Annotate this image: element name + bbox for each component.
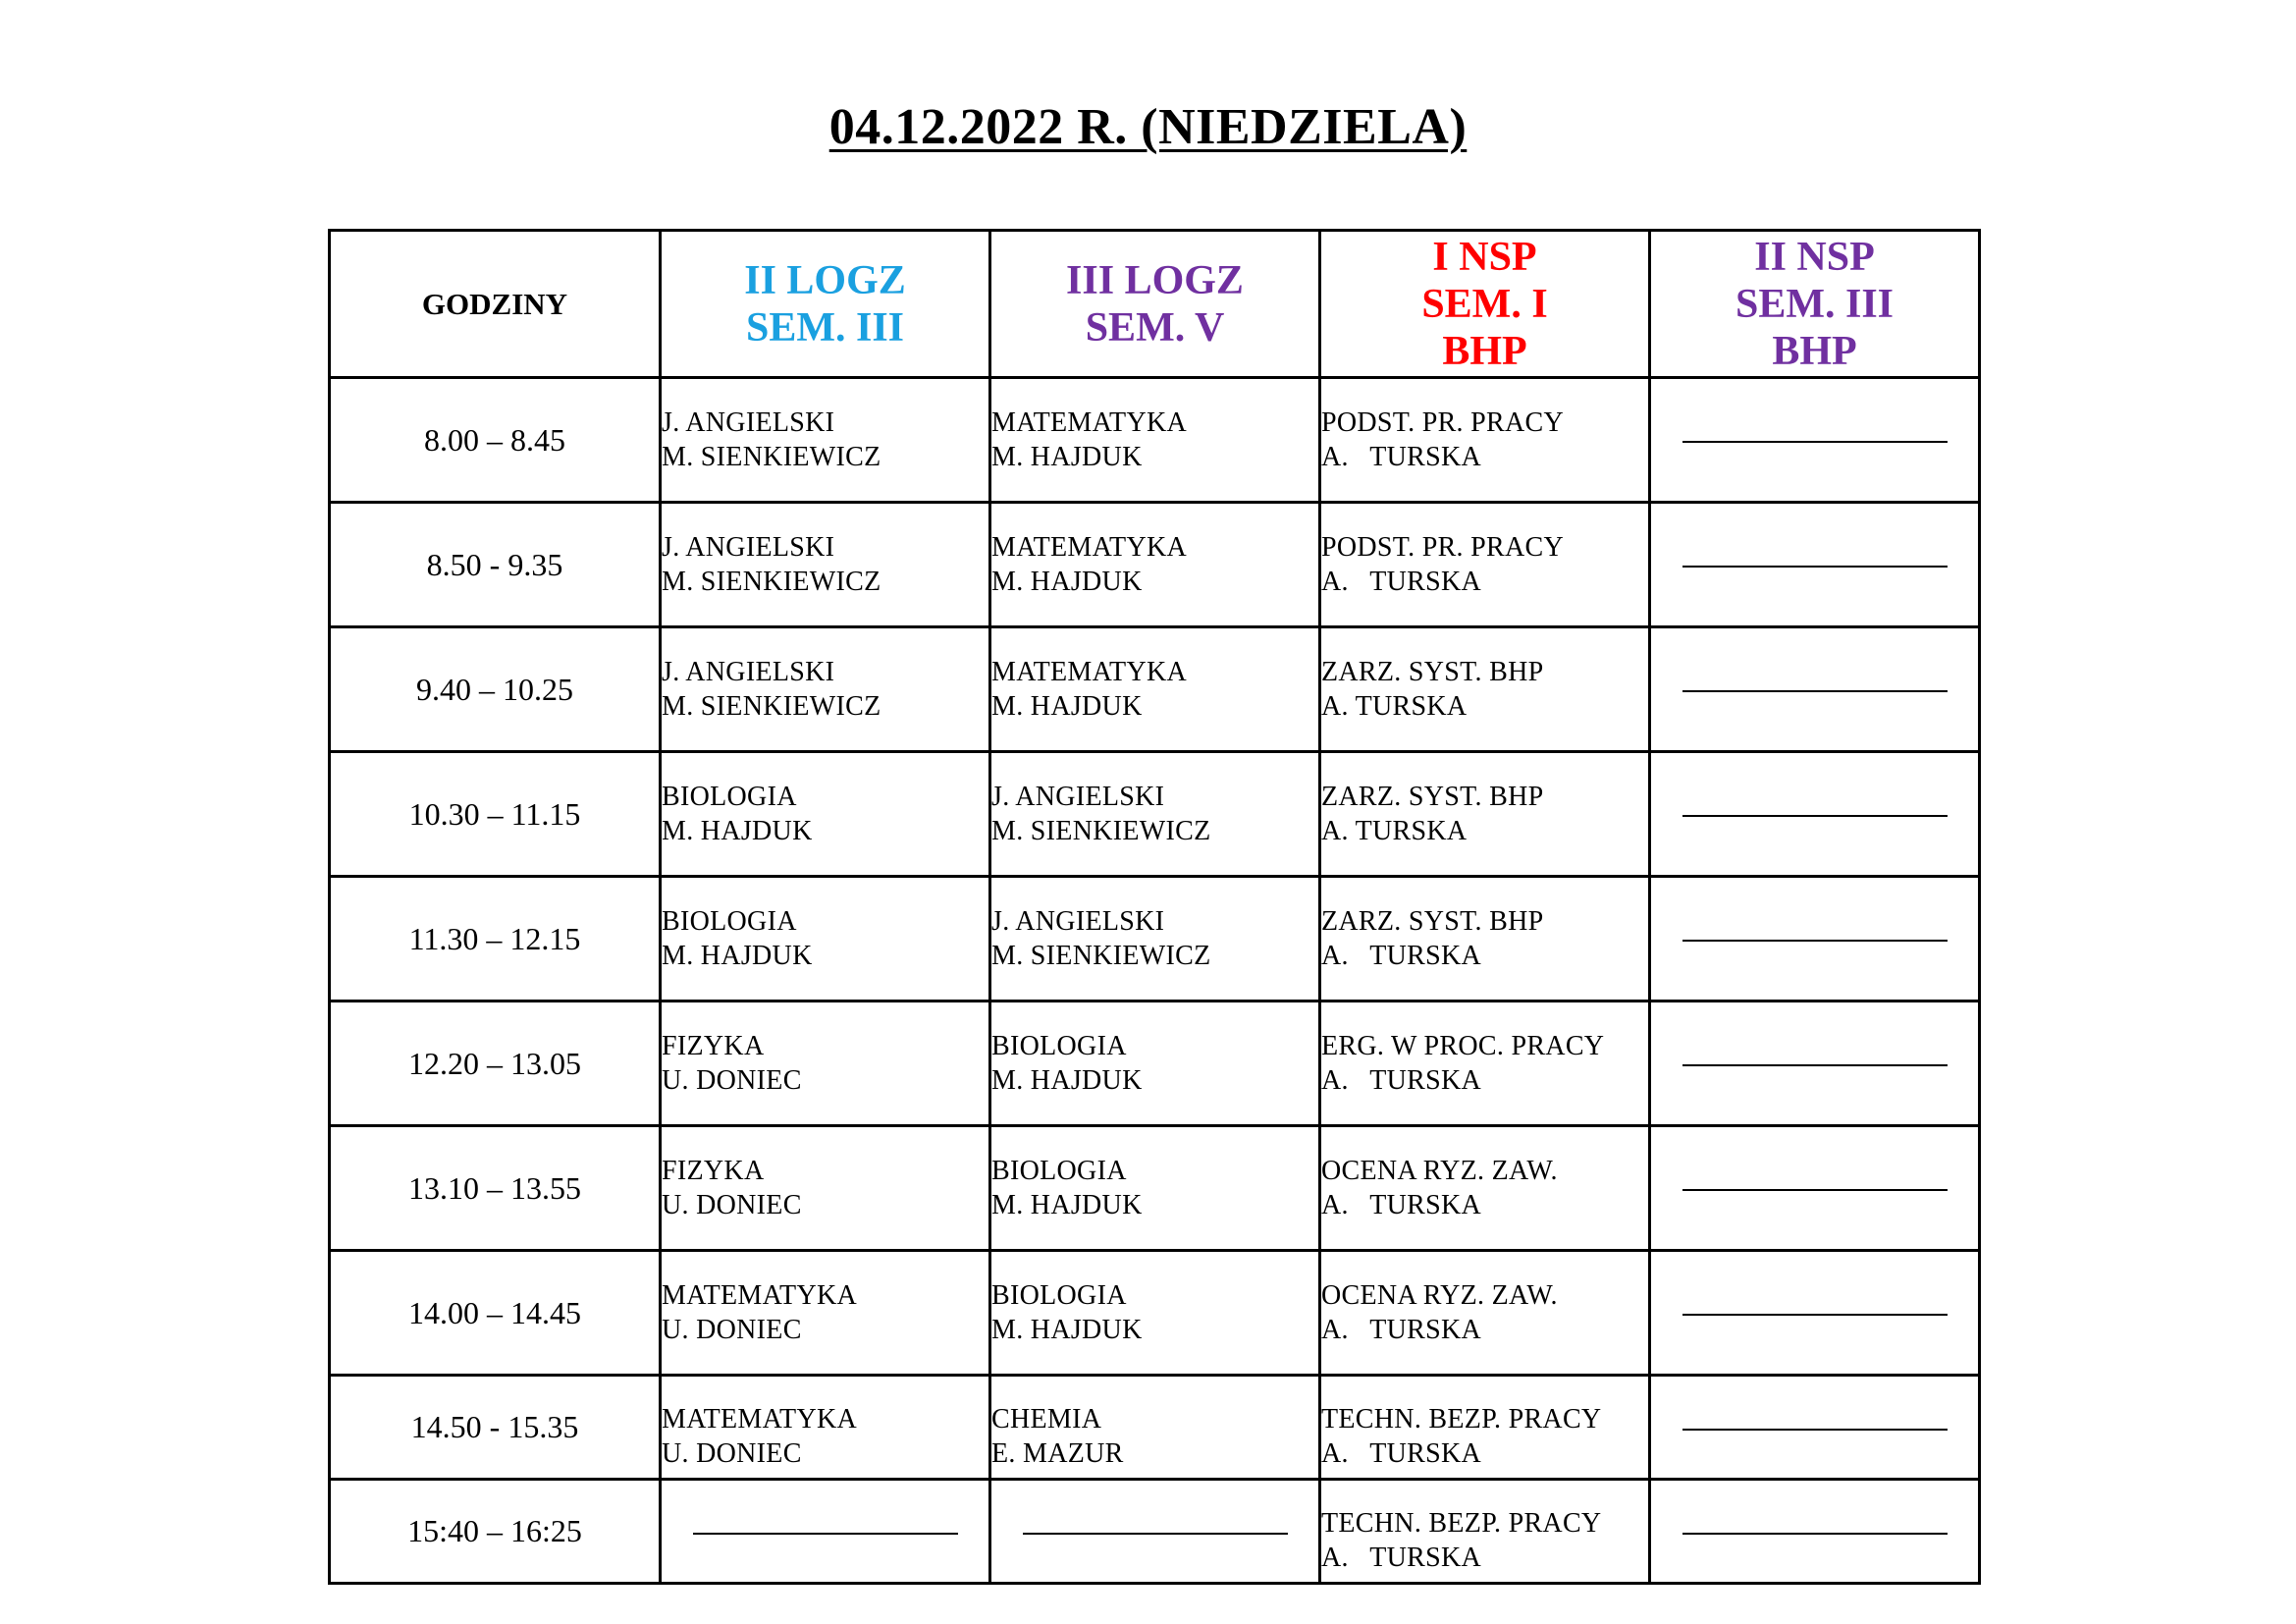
lesson-subject: MATEMATYKA bbox=[991, 657, 1187, 687]
lesson-cell bbox=[661, 877, 990, 1001]
lesson-subject: MATEMATYKA bbox=[662, 1280, 857, 1311]
lesson-subject: ZARZ. SYST. BHP bbox=[1321, 657, 1544, 687]
lesson-teacher: M. HAJDUK bbox=[991, 1065, 1143, 1096]
time-slot: 10.30 – 11.15 bbox=[330, 752, 661, 877]
header-group-semester: SEM. III bbox=[1735, 281, 1895, 327]
header-group-semester: SEM. III bbox=[745, 304, 905, 351]
lesson-subject: OCENA RYZ. ZAW. bbox=[1321, 1156, 1558, 1186]
lesson-cell bbox=[990, 1126, 1320, 1251]
lesson-cell bbox=[990, 627, 1320, 752]
schedule-row bbox=[330, 1126, 1980, 1251]
lesson-subject: J. ANGIELSKI bbox=[662, 657, 835, 687]
lesson-cell bbox=[661, 1001, 990, 1126]
header-group-ii-nsp bbox=[1650, 231, 1980, 378]
lesson-subject: J. ANGIELSKI bbox=[991, 906, 1165, 937]
lesson-cell bbox=[661, 378, 990, 503]
lesson-cell bbox=[1320, 877, 1650, 1001]
lesson-subject: J. ANGIELSKI bbox=[662, 532, 835, 563]
lesson-teacher: A. TURSKA bbox=[1321, 1190, 1482, 1220]
header-group-semester: SEM. V bbox=[1085, 304, 1225, 351]
lesson-teacher: A. TURSKA bbox=[1321, 1315, 1482, 1345]
lesson-subject: PODST. PR. PRACY bbox=[1321, 532, 1565, 563]
lesson-cell bbox=[661, 752, 990, 877]
empty-dash-line bbox=[1682, 441, 1948, 443]
lesson-cell bbox=[990, 877, 1320, 1001]
lesson-cell bbox=[661, 1376, 990, 1480]
lesson-teacher: A. TURSKA bbox=[1321, 1542, 1482, 1573]
page-title: 04.12.2022 R. (NIEDZIELA) bbox=[828, 99, 1468, 155]
lesson-cell bbox=[661, 627, 990, 752]
lesson-subject: OCENA RYZ. ZAW. bbox=[1321, 1280, 1558, 1311]
lesson-teacher: M. SIENKIEWICZ bbox=[662, 567, 881, 597]
lesson-subject: ZARZ. SYST. BHP bbox=[1321, 906, 1544, 937]
schedule-row bbox=[330, 1251, 1980, 1376]
lesson-teacher: M. HAJDUK bbox=[991, 1190, 1143, 1220]
empty-dash-line bbox=[1682, 1533, 1948, 1535]
lesson-cell bbox=[1320, 1251, 1650, 1376]
lesson-cell bbox=[990, 1376, 1320, 1480]
header-group-iii-logz bbox=[990, 231, 1320, 378]
lesson-cell bbox=[990, 503, 1320, 627]
empty-slot bbox=[1650, 503, 1980, 627]
header-group-ii-logz bbox=[661, 231, 990, 378]
lesson-teacher: A. TURSKA bbox=[1321, 941, 1482, 971]
schedule-row bbox=[330, 1001, 1980, 1126]
header-group-i-nsp bbox=[1320, 231, 1650, 378]
lesson-cell bbox=[1320, 1126, 1650, 1251]
empty-dash-line bbox=[1682, 690, 1948, 692]
schedule-row bbox=[330, 627, 1980, 752]
lesson-cell bbox=[661, 503, 990, 627]
lesson-subject: MATEMATYKA bbox=[662, 1403, 857, 1435]
lesson-teacher: U. DONIEC bbox=[662, 1315, 802, 1345]
time-slot: 11.30 – 12.15 bbox=[330, 877, 661, 1001]
lesson-subject: BIOLOGIA bbox=[662, 906, 797, 937]
time-slot: 13.10 – 13.55 bbox=[330, 1126, 661, 1251]
schedule-table bbox=[328, 229, 1981, 1585]
empty-dash-line bbox=[1682, 566, 1948, 568]
lesson-teacher: E. MAZUR bbox=[991, 1437, 1124, 1469]
header-group-specialty: BHP bbox=[1442, 328, 1527, 374]
lesson-subject: FIZYKA bbox=[662, 1031, 765, 1061]
empty-slot bbox=[661, 1480, 990, 1584]
time-slot: 8.50 - 9.35 bbox=[330, 503, 661, 627]
lesson-teacher: U. DONIEC bbox=[662, 1437, 802, 1469]
lesson-cell bbox=[661, 1251, 990, 1376]
lesson-teacher: M. SIENKIEWICZ bbox=[662, 442, 881, 472]
empty-dash-line bbox=[1682, 1189, 1948, 1191]
schedule-row bbox=[330, 752, 1980, 877]
lesson-cell bbox=[1320, 1480, 1650, 1584]
lesson-teacher: A. TURSKA bbox=[1321, 691, 1468, 722]
time-slot: 8.00 – 8.45 bbox=[330, 378, 661, 503]
lesson-subject: BIOLOGIA bbox=[991, 1280, 1127, 1311]
schedule-body bbox=[330, 378, 1980, 1584]
lesson-cell bbox=[990, 1001, 1320, 1126]
lesson-cell bbox=[1320, 503, 1650, 627]
time-slot: 12.20 – 13.05 bbox=[330, 1001, 661, 1126]
lesson-subject: J. ANGIELSKI bbox=[662, 407, 835, 438]
empty-slot bbox=[1650, 1126, 1980, 1251]
header-group-specialty: BHP bbox=[1772, 328, 1857, 374]
time-slot: 15:40 – 16:25 bbox=[330, 1480, 661, 1584]
lesson-subject: J. ANGIELSKI bbox=[991, 782, 1165, 812]
lesson-teacher: M. HAJDUK bbox=[991, 567, 1143, 597]
empty-slot bbox=[990, 1480, 1320, 1584]
lesson-subject: ZARZ. SYST. BHP bbox=[1321, 782, 1544, 812]
empty-dash-line bbox=[1682, 1429, 1948, 1431]
header-group-name: I NSP bbox=[1432, 234, 1537, 280]
lesson-teacher: M. HAJDUK bbox=[662, 816, 813, 846]
schedule-row bbox=[330, 378, 1980, 503]
lesson-subject: TECHN. BEZP. PRACY bbox=[1321, 1403, 1602, 1435]
empty-slot bbox=[1650, 1480, 1980, 1584]
empty-slot bbox=[1650, 1001, 1980, 1126]
lesson-teacher: A. TURSKA bbox=[1321, 1437, 1482, 1469]
time-slot: 14.50 - 15.35 bbox=[330, 1376, 661, 1480]
lesson-subject: FIZYKA bbox=[662, 1156, 765, 1186]
header-group-name: II LOGZ bbox=[744, 257, 906, 303]
lesson-teacher: M. SIENKIEWICZ bbox=[662, 691, 881, 722]
lesson-cell bbox=[1320, 627, 1650, 752]
header-group-semester: SEM. I bbox=[1421, 281, 1548, 327]
lesson-cell bbox=[990, 752, 1320, 877]
lesson-teacher: M. HAJDUK bbox=[662, 941, 813, 971]
schedule-row bbox=[330, 1480, 1980, 1584]
lesson-teacher: M. HAJDUK bbox=[991, 691, 1143, 722]
empty-slot bbox=[1650, 752, 1980, 877]
lesson-teacher: A. TURSKA bbox=[1321, 1065, 1482, 1096]
lesson-teacher: A. TURSKA bbox=[1321, 442, 1482, 472]
empty-dash-line bbox=[1682, 1064, 1948, 1066]
empty-slot bbox=[1650, 877, 1980, 1001]
empty-dash-line bbox=[1682, 940, 1948, 942]
lesson-subject: BIOLOGIA bbox=[991, 1031, 1127, 1061]
lesson-cell bbox=[990, 1251, 1320, 1376]
schedule-row bbox=[330, 1376, 1980, 1480]
lesson-subject: PODST. PR. PRACY bbox=[1321, 407, 1565, 438]
lesson-cell bbox=[1320, 752, 1650, 877]
empty-slot bbox=[1650, 378, 1980, 503]
lesson-teacher: U. DONIEC bbox=[662, 1190, 802, 1220]
lesson-subject: BIOLOGIA bbox=[662, 782, 797, 812]
lesson-teacher: A. TURSKA bbox=[1321, 816, 1468, 846]
lesson-teacher: M. SIENKIEWICZ bbox=[991, 816, 1211, 846]
lesson-cell bbox=[661, 1126, 990, 1251]
lesson-cell bbox=[1320, 1001, 1650, 1126]
lesson-teacher: M. HAJDUK bbox=[991, 442, 1143, 472]
lesson-subject: BIOLOGIA bbox=[991, 1156, 1127, 1186]
lesson-cell bbox=[990, 378, 1320, 503]
lesson-teacher: U. DONIEC bbox=[662, 1065, 802, 1096]
header-group-name: II NSP bbox=[1754, 234, 1875, 280]
empty-dash-line bbox=[693, 1533, 958, 1535]
empty-dash-line bbox=[1682, 1314, 1948, 1316]
lesson-cell bbox=[1320, 378, 1650, 503]
lesson-subject: MATEMATYKA bbox=[991, 532, 1187, 563]
lesson-teacher: A. TURSKA bbox=[1321, 567, 1482, 597]
time-slot: 9.40 – 10.25 bbox=[330, 627, 661, 752]
time-slot: 14.00 – 14.45 bbox=[330, 1251, 661, 1376]
empty-slot bbox=[1650, 1251, 1980, 1376]
lesson-subject: MATEMATYKA bbox=[991, 407, 1187, 438]
empty-dash-line bbox=[1682, 815, 1948, 817]
lesson-subject: ERG. W PROC. PRACY bbox=[1321, 1031, 1605, 1061]
lesson-subject: TECHN. BEZP. PRACY bbox=[1321, 1507, 1602, 1539]
lesson-cell bbox=[1320, 1376, 1650, 1480]
header-group-name: III LOGZ bbox=[1066, 257, 1244, 303]
schedule-row bbox=[330, 877, 1980, 1001]
lesson-teacher: M. SIENKIEWICZ bbox=[991, 941, 1211, 971]
lesson-teacher: M. HAJDUK bbox=[991, 1315, 1143, 1345]
empty-dash-line bbox=[1023, 1533, 1288, 1535]
header-row bbox=[330, 231, 1980, 378]
schedule-row bbox=[330, 503, 1980, 627]
empty-slot bbox=[1650, 627, 1980, 752]
empty-slot bbox=[1650, 1376, 1980, 1480]
header-godziny: GODZINY bbox=[330, 231, 661, 378]
lesson-subject: CHEMIA bbox=[991, 1403, 1102, 1435]
